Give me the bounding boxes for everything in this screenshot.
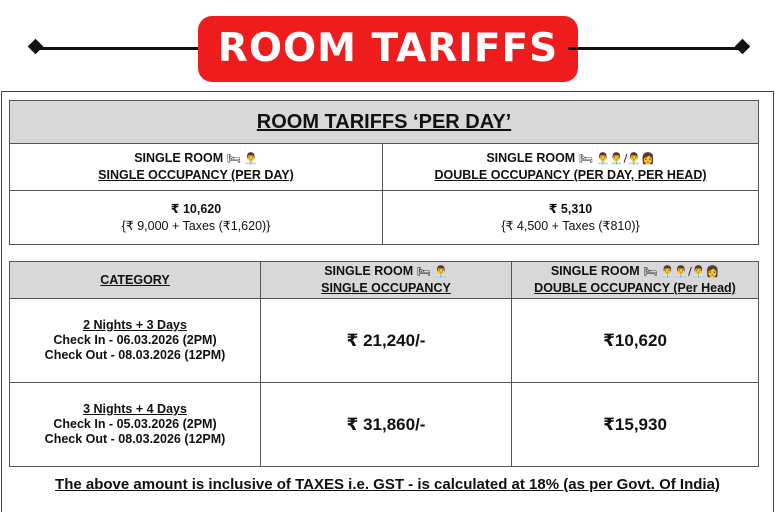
double-price: ₹15,930 (512, 383, 759, 467)
per-day-value-double: ₹ 5,310 {₹ 4,500 + Taxes (₹810)} (383, 191, 759, 245)
single-occupancy-header: SINGLE ROOM 🛏 👨‍💼 SINGLE OCCUPANCY (261, 262, 512, 299)
single-price: ₹ 21,240/- (261, 299, 512, 383)
diamond-left-icon (28, 39, 44, 55)
package-details: 2 Nights + 3 Days Check In - 06.03.2026 (2PM) Check Out - 08.03.2026 (12PM) (10, 299, 261, 383)
per-day-header-single: SINGLE ROOM 🛏 👨‍💼 SINGLE OCCUPANCY (PER DAY) (10, 144, 383, 191)
double-occupancy-header: SINGLE ROOM 🛏 👨‍💼👨‍💼/👨‍💼👩 DOUBLE OCCUPANCY (Per Head) (512, 262, 759, 299)
per-day-value-single: ₹ 10,620 {₹ 9,000 + Taxes (₹1,620)} (10, 191, 383, 245)
table-row (10, 299, 759, 383)
double-price: ₹10,620 (512, 299, 759, 383)
banner (0, 0, 775, 92)
bed-person-icon: 🛏 👨‍💼 (416, 265, 448, 278)
per-day-table (9, 100, 759, 245)
category-header: CATEGORY (10, 262, 261, 299)
banner-title: ROOM TARIFFS (198, 16, 578, 82)
bed-couple-icon: 🛏 👨‍💼👨‍💼/👨‍💼👩 (578, 152, 655, 165)
diamond-right-icon (735, 39, 751, 55)
per-day-title: ROOM TARIFFS ‘PER DAY’ (10, 101, 759, 144)
single-price: ₹ 31,860/- (261, 383, 512, 467)
banner-line-left (36, 47, 206, 50)
banner-line-right (568, 47, 742, 50)
package-table (9, 261, 759, 467)
per-day-header-double: SINGLE ROOM 🛏 👨‍💼👨‍💼/👨‍💼👩 DOUBLE OCCUPANCY (PER DAY, PER HEAD) (383, 144, 759, 191)
bed-person-icon: 🛏 👨‍💼 (226, 152, 258, 165)
package-details: 3 Nights + 4 Days Check In - 05.03.2026 (2PM) Check Out - 08.03.2026 (12PM) (10, 383, 261, 467)
table-row (10, 383, 759, 467)
tax-note: The above amount is inclusive of TAXES i.e. GST - is calculated at 18% (as per Govt. Of India) (55, 476, 720, 493)
bed-couple-icon: 🛏 👨‍💼👨‍💼/👨‍💼👩 (643, 265, 720, 278)
